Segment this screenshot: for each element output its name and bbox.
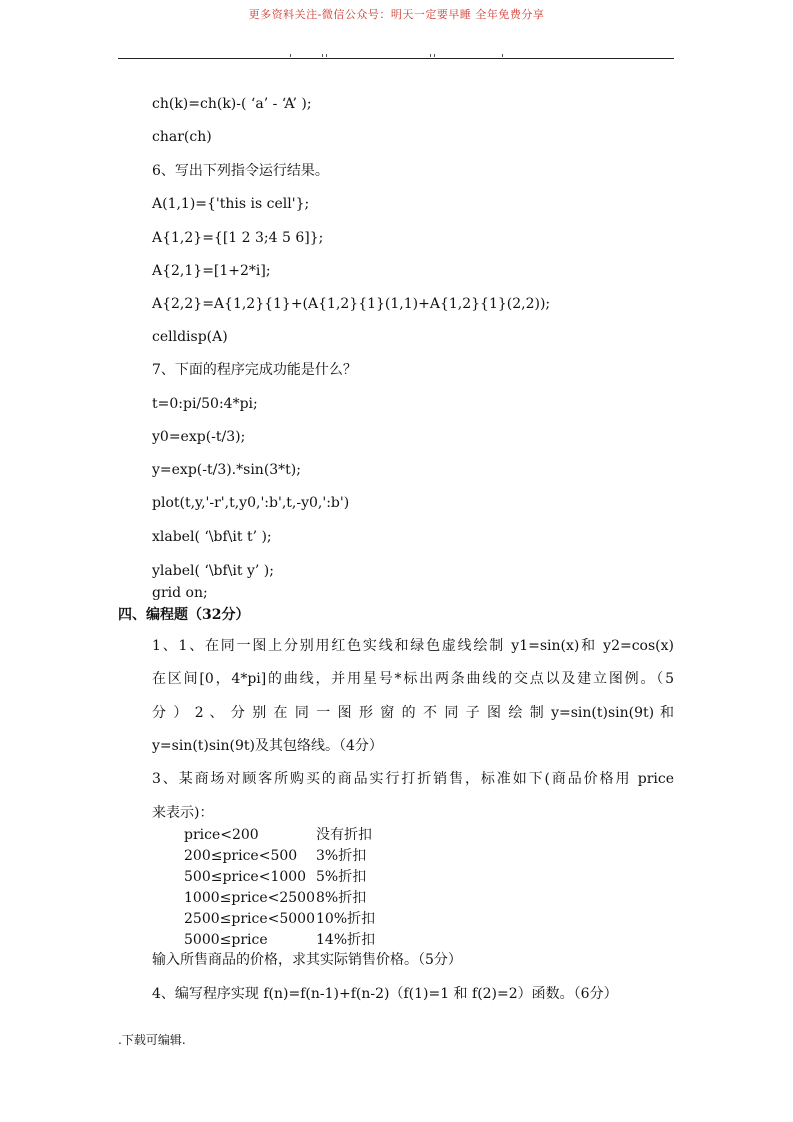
discount-rate: 3%折扣 (316, 848, 367, 864)
code-line: ylabel( ‘\bf\it y’ ); (152, 563, 274, 579)
code-line: char(ch) (152, 129, 212, 145)
question-6: 6、写出下列指令运行结果。 (152, 163, 329, 179)
discount-rate: 10%折扣 (316, 911, 376, 927)
question-1-line: 1、1、在同一图上分别用红色实线和绿色虚线绘制 y1=sin(x)和 y2=cos(x) (152, 638, 674, 654)
code-line: plot(t,y,'-r',t,y0,':b',t,-y0,':b') (152, 495, 350, 511)
price-range: 200≤price<500 (184, 848, 298, 864)
code-line: y=exp(-t/3).*sin(3*t); (152, 462, 301, 478)
code-line: grid on; (152, 585, 208, 601)
question-1-line: 在区间[0，4*pi]的曲线，并用星号*标出两条曲线的交点以及建立图例。（5 (152, 671, 674, 687)
price-range: price<200 (184, 827, 259, 843)
question-1-line: 分 ） 2 、 分 别 在 同 一 图 形 窗 的 不 同 子 图 绘 制 y=sin(t)sin(9t) 和 (152, 705, 674, 721)
header-tick (290, 54, 291, 57)
question-3-end: 输入所售商品的价格，求其实际销售价格。（5分） (152, 952, 462, 968)
header-tick (434, 54, 435, 57)
header-tick (502, 54, 503, 57)
code-line: A{2,2}=A{1,2}{1}+(A{1,2}{1}(1,1)+A{1,2}{1}(2,2)); (152, 296, 551, 312)
section-heading: 四、编程题（32分） (118, 607, 250, 623)
question-3-line: 3、某商场对顾客所购买的商品实行打折销售，标准如下(商品价格用 price (152, 771, 674, 787)
header-tick (430, 54, 431, 57)
header-tick (322, 54, 323, 57)
discount-rate: 8%折扣 (316, 890, 367, 906)
discount-rate: 没有折扣 (316, 827, 372, 843)
question-3-line: 来表示)： (152, 805, 214, 821)
code-line: xlabel( ‘\bf\it t’ ); (152, 529, 272, 545)
discount-rate: 14%折扣 (316, 932, 376, 948)
code-line: A{2,1}=[1+2*i]; (152, 263, 271, 279)
footer-note: .下载可编辑. (118, 1033, 186, 1047)
code-line: celldisp(A) (152, 329, 228, 345)
code-line: t=0:pi/50:4*pi; (152, 396, 258, 412)
code-line: ch(k)=ch(k)-( ‘a’ - ‘A’ ); (152, 96, 312, 112)
top-banner: 更多资料关注-微信公众号：明天一定要早睡 全年免费分享 (248, 8, 545, 21)
price-range: 500≤price<1000 (184, 869, 307, 885)
discount-rate: 5%折扣 (316, 869, 367, 885)
price-range: 2500≤price<5000 (184, 911, 315, 927)
code-line: y0=exp(-t/3); (152, 429, 246, 445)
question-7: 7、下面的程序完成功能是什么？ (152, 362, 357, 378)
question-1-line: y=sin(t)sin(9t)及其包络线。（4分） (152, 738, 383, 754)
code-line: A{1,2}={[1 2 3;4 5 6]}; (152, 230, 324, 246)
header-rule (118, 58, 674, 59)
question-4: 4、编写程序实现 f(n)=f(n-1)+f(n-2)（f(1)=1 和 f(2)=2）函数。（6分） (152, 986, 618, 1002)
price-range: 1000≤price<2500 (184, 890, 315, 906)
code-line: A(1,1)={'this is cell'}; (152, 196, 310, 212)
price-range: 5000≤price (184, 932, 268, 948)
header-tick (326, 54, 327, 57)
